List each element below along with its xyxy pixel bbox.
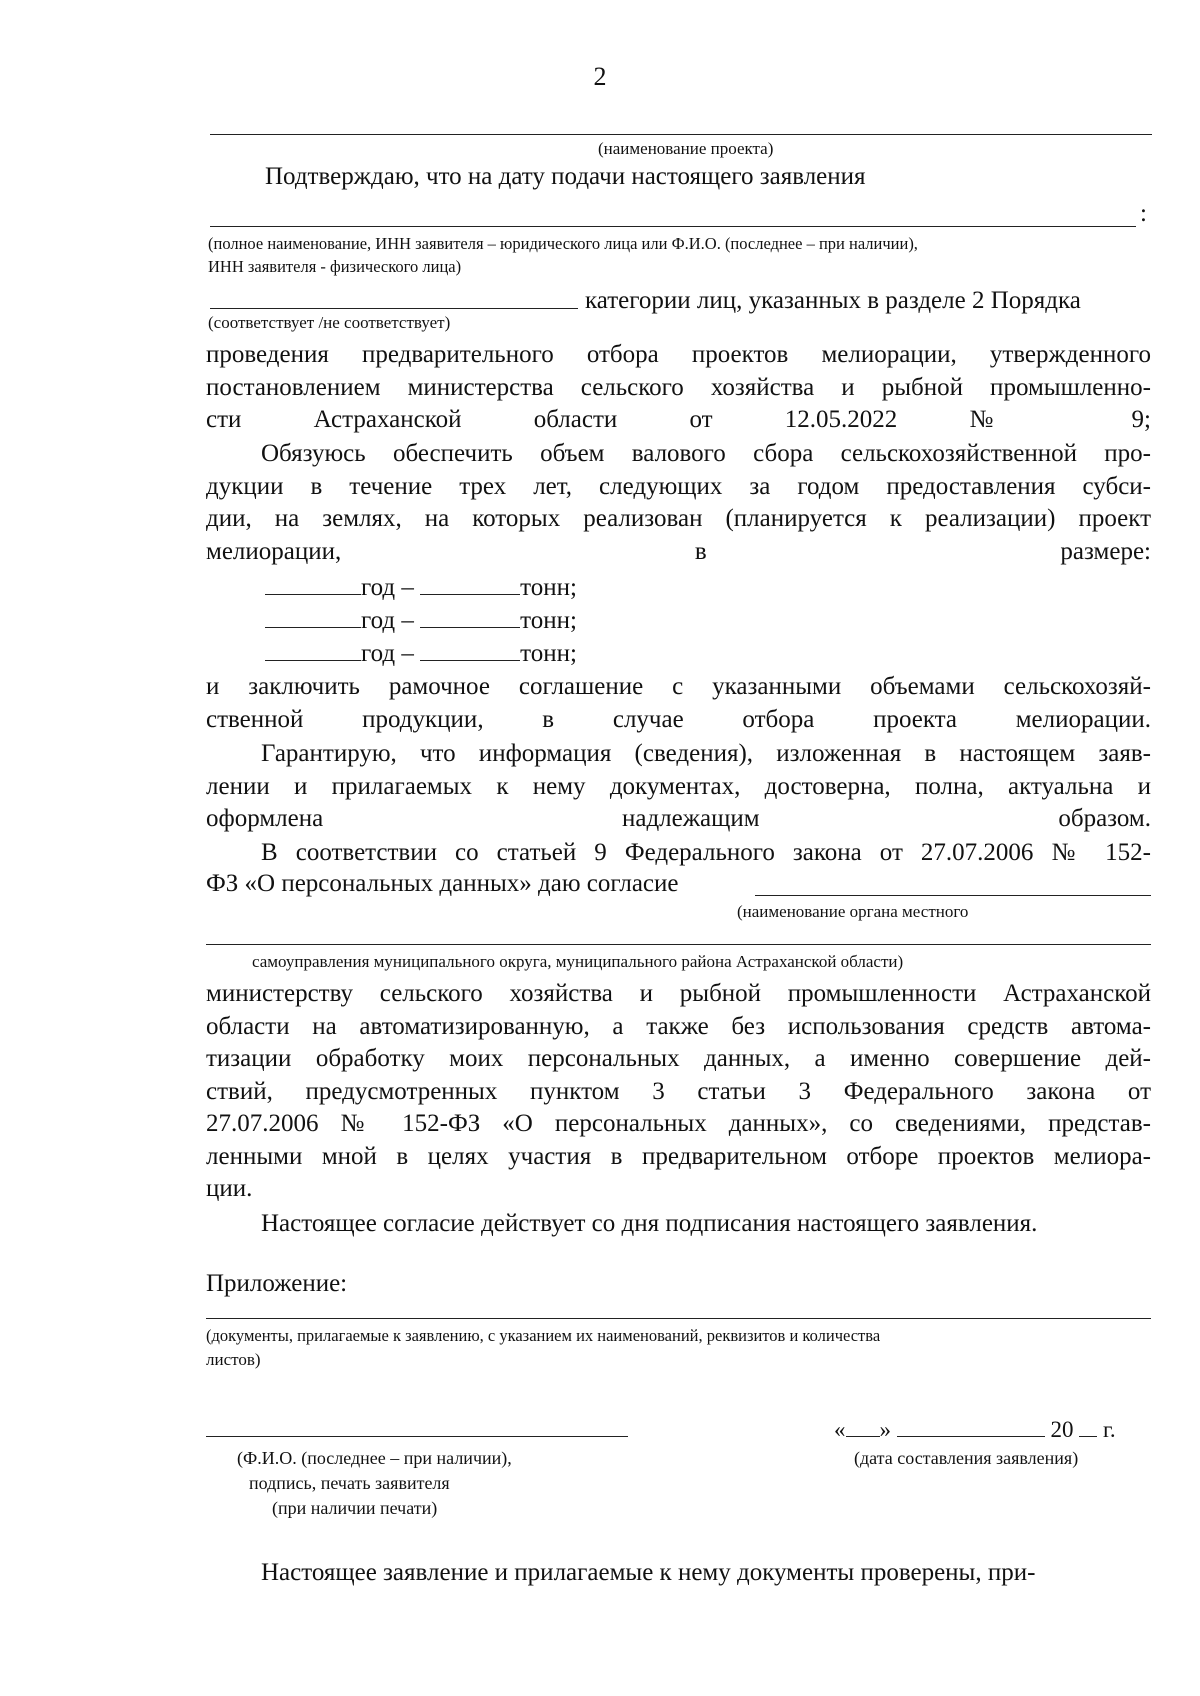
- oblige-line-4: мелиорации, в размере:: [206, 537, 1151, 565]
- final-text: Настоящее заявление и прилагаемые к нему документы проверены, при-: [261, 1559, 1036, 1586]
- applicant-name-line: [210, 226, 1136, 227]
- confirm-text: Подтверждаю, что на дату подачи настоящего заявления: [265, 163, 866, 190]
- attachment-caption-1: (документы, прилагаемые к заявлению, с указанием их наименований, реквизитов и количества: [206, 1326, 881, 1345]
- guarantee-line-1: Гарантирую, что информация (сведения), изложенная в настоящем заяв-: [261, 740, 1151, 767]
- consent-paragraph: [206, 978, 1151, 1206]
- year-row-1: [265, 572, 577, 602]
- consent-line-5: 27.07.2006 № 152-ФЗ «О персональных данных», со сведениями, представ-: [206, 1110, 1151, 1137]
- signature-caption-3: (при наличии печати): [272, 1498, 438, 1518]
- consent-line-7: ции.: [206, 1175, 253, 1202]
- date-open-quote: «: [834, 1417, 846, 1442]
- page-number: 2: [593, 62, 607, 91]
- local-body-caption-2: самоуправления муниципального округа, муниципального района Астраханской области): [252, 952, 904, 971]
- year-label: год –: [361, 574, 414, 601]
- applicant-name-caption-1: (полное наименование, ИНН заявителя – юридического лица или Ф.И.О. (последнее – при наличии),: [208, 234, 918, 253]
- order-line-2: постановлением министерства сельского хозяйства и рыбной промышленно-: [206, 373, 1151, 401]
- year-blank: [265, 605, 361, 628]
- tons-label: тонн;: [520, 640, 577, 667]
- tons-label: тонн;: [520, 574, 577, 601]
- consent-line-4: ствий, предусмотренных пунктом 3 статьи 3 Федерального закона от: [206, 1077, 1151, 1105]
- year-label: год –: [361, 640, 414, 667]
- signature-caption-2: подпись, печать заявителя: [249, 1473, 450, 1493]
- attachment-caption-2: листов): [206, 1350, 261, 1369]
- agree-paragraph: [206, 671, 1151, 736]
- guarantee-line-2: лении и прилагаемых к нему документах, достоверна, полна, актуальна и: [206, 772, 1151, 800]
- guarantee-line-3: оформлена надлежащим образом.: [206, 805, 1151, 832]
- applicant-name-caption-2: ИНН заявителя - физического лица): [208, 257, 462, 276]
- local-body-line-2: [206, 944, 1151, 945]
- oblige-paragraph: [206, 438, 1151, 568]
- consent-line-1: министерству сельского хозяйства и рыбной промышленности Астраханской: [206, 980, 1151, 1007]
- applicant-colon: :: [1140, 200, 1147, 227]
- date-caption: (дата составления заявления): [854, 1448, 1079, 1468]
- agree-line-2: ственной продукции, в случае отбора проекта мелиорации.: [206, 705, 1151, 733]
- law-line-2: ФЗ «О персональных данных» даю согласие: [206, 870, 679, 897]
- oblige-line-1: Обязуюсь обеспечить объем валового сбора сельскохозяйственной про-: [261, 440, 1151, 467]
- oblige-line-2: дукции в течение трех лет, следующих за годом предоставления субси-: [206, 472, 1151, 500]
- project-name-line: [210, 134, 1152, 135]
- year-suffix-blank: [1079, 1414, 1097, 1437]
- year-row-2: [265, 605, 577, 635]
- year-label: год –: [361, 607, 414, 634]
- law-line-1: В соответствии со статьей 9 Федерального закона от 27.07.2006 № 152-: [261, 839, 1151, 866]
- agree-line-1: и заключить рамочное соглашение с указанными объемами сельскохозяй-: [206, 673, 1151, 700]
- signature-caption-1: (Ф.И.О. (последнее – при наличии),: [237, 1448, 512, 1468]
- consent-line-6: ленными мной в целях участия в предварительном отборе проектов мелиора-: [206, 1142, 1151, 1170]
- law-paragraph: [206, 837, 1151, 870]
- guarantee-paragraph: [206, 738, 1151, 836]
- project-name-caption: (наименование проекта): [598, 139, 774, 158]
- order-line-3: сти Астраханской области от 12.05.2022 № 9;: [206, 406, 1151, 433]
- tons-blank: [420, 638, 520, 661]
- tons-blank: [420, 572, 520, 595]
- order-line-1: проведения предварительного отбора проектов мелиорации, утвержденного: [206, 341, 1151, 368]
- valid-text: Настоящее согласие действует со дня подписания настоящего заявления.: [261, 1210, 1038, 1237]
- consent-line-2: области на автоматизированную, а также без использования средств автома-: [206, 1012, 1151, 1040]
- date-suffix: г.: [1103, 1417, 1116, 1442]
- conformity-line: [210, 308, 578, 309]
- oblige-line-3: дии, на землях, на которых реализован (планируется к реализации) проект: [206, 505, 1151, 532]
- conformity-caption: (соответствует /не соответствует): [208, 313, 451, 332]
- date-close-quote: »: [879, 1417, 891, 1442]
- date-year-prefix: 20: [1050, 1417, 1074, 1442]
- year-blank: [265, 638, 361, 661]
- signature-line: [206, 1436, 628, 1437]
- date-field: [834, 1414, 1116, 1443]
- year-blank: [265, 572, 361, 595]
- tons-blank: [420, 605, 520, 628]
- month-blank: [897, 1414, 1045, 1437]
- category-text: категории лиц, указанных в разделе 2 Порядка: [585, 287, 1081, 314]
- day-blank: [846, 1414, 880, 1437]
- consent-line-3: тизации обработку моих персональных данных, а именно совершение дей-: [206, 1045, 1151, 1072]
- year-row-3: [265, 638, 577, 668]
- attachment-line: [206, 1318, 1151, 1319]
- local-body-caption-1: (наименование органа местного: [737, 902, 969, 921]
- attachment-label: Приложение:: [206, 1270, 348, 1297]
- local-body-line-1: [755, 895, 1151, 896]
- tons-label: тонн;: [520, 607, 577, 634]
- order-paragraph: [206, 339, 1151, 437]
